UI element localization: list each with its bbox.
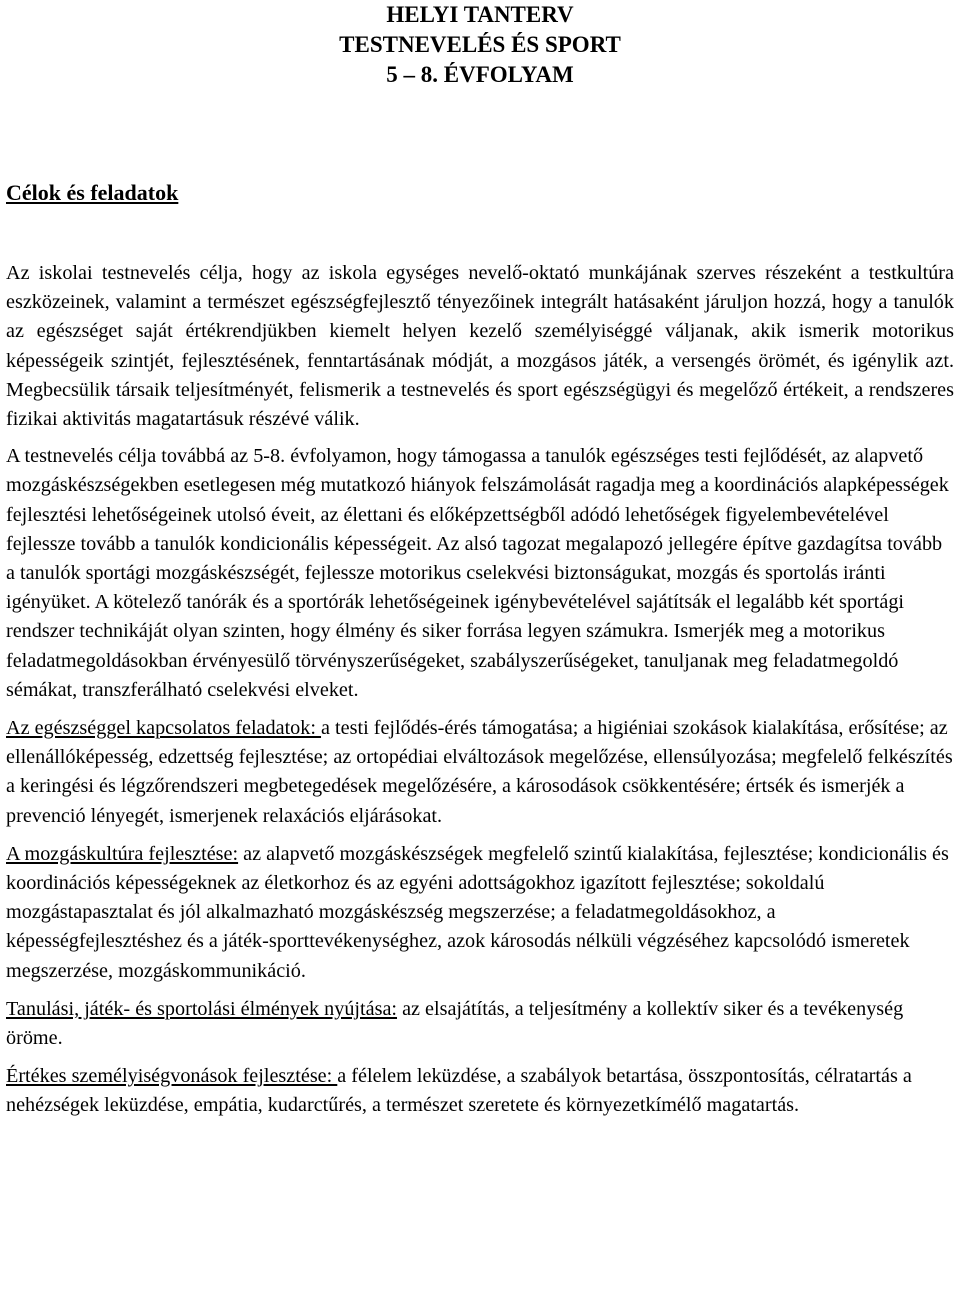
health-tasks-text: a testi fejlődés-érés támogatása; a higiéniai szokások kialakítása, erősítése; az ellenállóképesség, edzettség fejlesztése; az ortopédiai elváltozások megelőzése, ellensúlyozása; megfelelő felkészítés a keringési és légzőrendszeri megbetegedések megelőzésére, a károsodások csökkentésére; értsék és ismerjék a prevenció lényegét, ismerjenek relaxációs eljárásokat.: [6, 717, 953, 827]
experience-text: az elsajátítás, a teljesítmény a kollektív siker és a tevékenység öröme.: [6, 997, 904, 1050]
movement-culture-label: A mozgáskultúra fejlesztése:: [6, 842, 239, 865]
personality-paragraph: [6, 1062, 954, 1120]
health-tasks-paragraph: [6, 714, 954, 831]
document-title: [6, 0, 954, 90]
title-line-1: HELYI TANTERV: [386, 2, 574, 27]
intro-paragraph: Az iskolai testnevelés célja, hogy az iskola egységes nevelő-oktató munkájának szerves részeként a testkultúra eszközeinek, valamint a természet egészségfejlesztő tényezőinek integrált hatásaként járuljon hozzá, hogy a tanulók az egészséget saját értékrendjükben kiemelt helyen kezelő személyiséggé váljanak, akik ismerik motorikus képességeik szintjét, fejlesztésének, fenntartásának módját, a mozgásos játék, a versengés örömét, és igénylik azt. Megbecsülik társaik teljesítményét, felismerik a testnevelés és sport egészségügyi és megelőző értékeit, a rendszeres fizikai aktivitás magatartásuk részévé válik.: [6, 262, 954, 431]
goal-paragraph: A testnevelés célja továbbá az 5-8. évfolyamon, hogy támogassa a tanulók egészséges testi fejlődését, az alapvető mozgáskészségekben esetlegesen még mutatkozó hiányok felszámolását ragadja meg a koordinációs alapképességek fejlesztési lehetőségeinek utolsó éveit, az élettani és előképzettségből adódó lehetőségek figyelembevételével fejlessze tovább a tanulók kondicionális képességeit. Az alsó tagozat megalapozó jellegére építve gazdagítsa tovább a tanulók sportági mozgáskészségét, fejlessze motorikus cselekvési biztonságukat, mozgás és sportolás iránti igényüket. A kötelező tanórák és a sportórák lehetőségeinek igénybevételével sajátítsák el legalább két sportági rendszer technikáját olyan szinten, hogy élmény és siker forrása legyen számukra. Ismerjék meg a motorikus feladatmegoldásokban érvényesülő törvényszerűségeket, szabályszerűségeket, tanuljanak meg feladatmegoldó sémákat, transzferálható cselekvési elveket.: [6, 445, 949, 701]
title-line-2: TESTNEVELÉS ÉS SPORT: [339, 32, 621, 57]
health-tasks-label: Az egészséggel kapcsolatos feladatok:: [6, 717, 322, 740]
movement-culture-paragraph: [6, 840, 954, 986]
title-line-3: 5 – 8. ÉVFOLYAM: [386, 62, 574, 87]
experience-label: Tanulási, játék- és sportolási élmények nyújtása:: [6, 997, 398, 1020]
movement-culture-text: az alapvető mozgáskészségek megfelelő szintű kialakítása, fejlesztése; kondicionális és koordinációs képességeknek az életkorhoz és az egyéni adottságokhoz igazított fejlesztése; sokoldalú mozgástapasztalat és jól alkalmazható mozgáskészség megszerzése; a feladatmegoldásokhoz, a képességfejlesztéshez és a játék-sporttevékenységhez, azok károsodás nélküli végzéséhez kapcsolódó ismeretek megszerzése, mozgáskommunikáció.: [6, 842, 949, 982]
personality-label: Értékes személyiségvonások fejlesztése:: [6, 1065, 338, 1088]
section-heading: Célok és feladatok: [6, 180, 179, 205]
personality-text: a félelem leküzdése, a szabályok betartása, összpontosítás, célratartás a nehézségek leküzdése, empátia, kudarctűrés, a természet szeretete és környezetkímélő magatartás.: [6, 1065, 912, 1117]
experience-paragraph: [6, 995, 954, 1053]
